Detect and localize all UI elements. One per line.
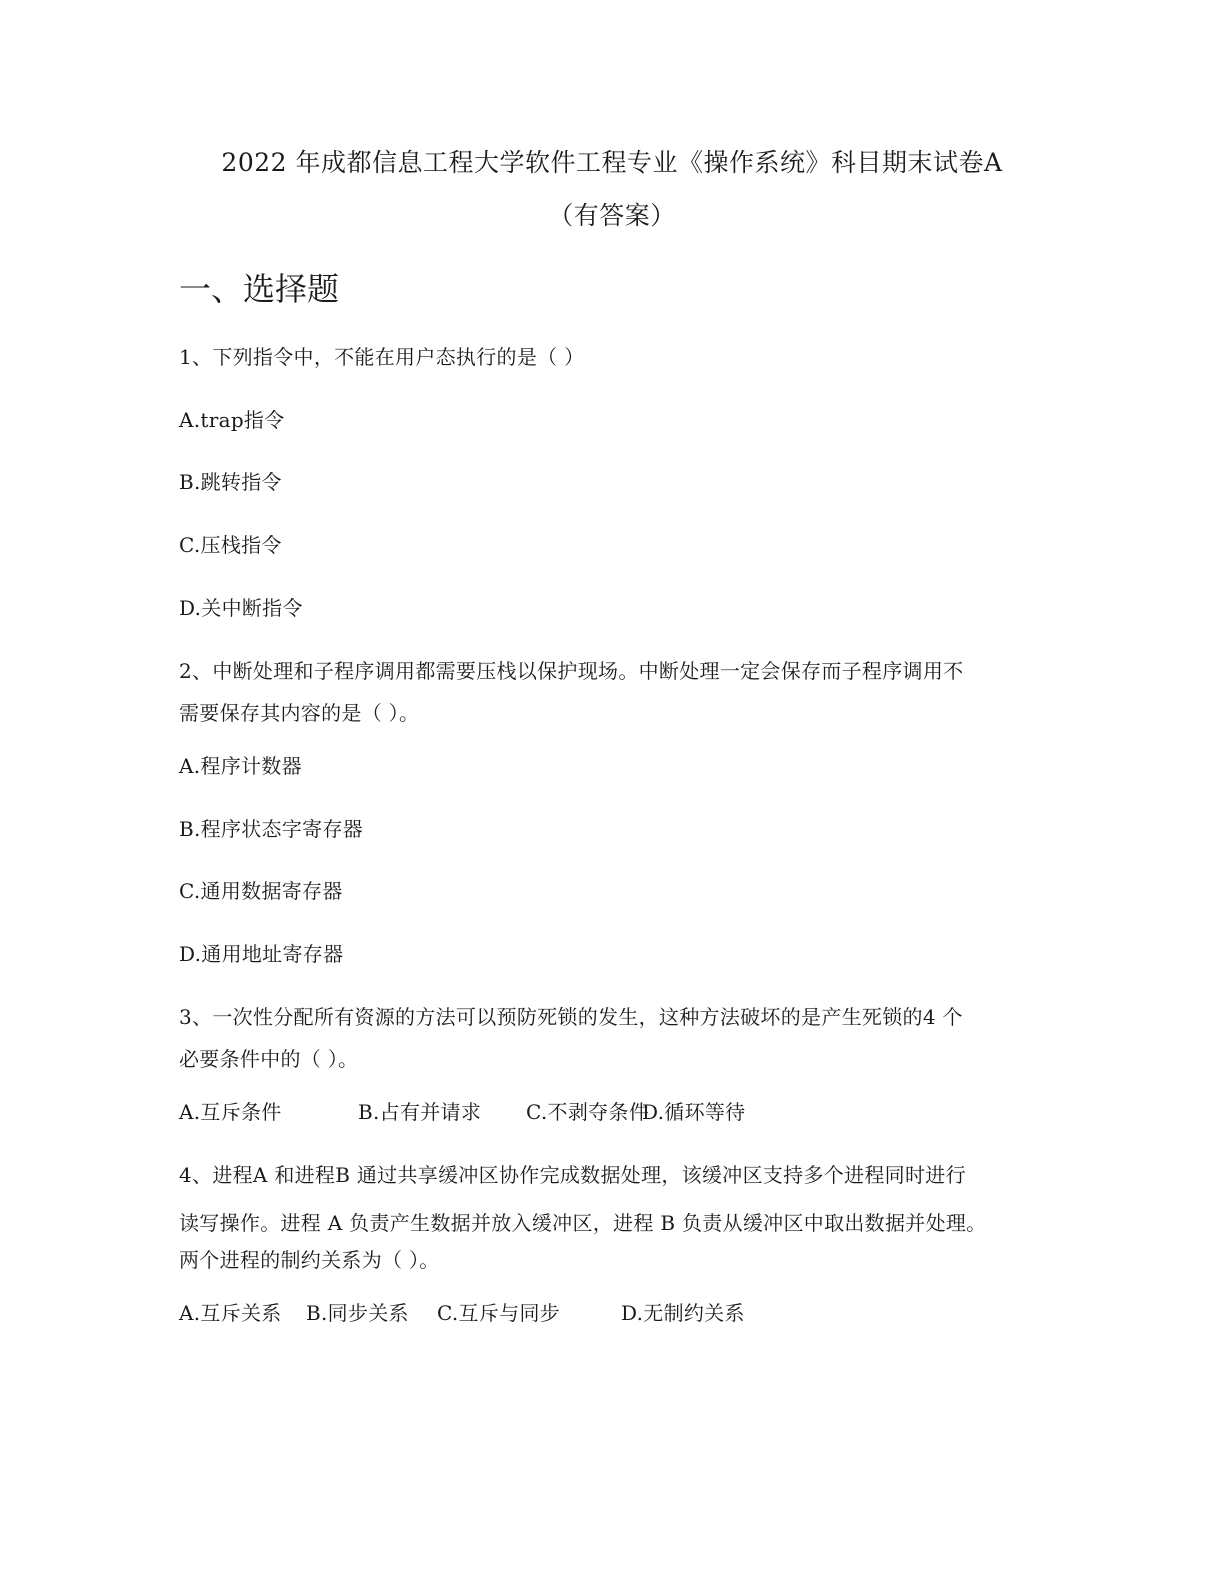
document-title-line-2: （有答案） [548,201,676,230]
question-2-option-c: C.通用数据寄存器 [179,879,343,903]
question-1-option-a: A.trap指令 [179,408,285,432]
question-3-stem-line-1: 3、一次性分配所有资源的方法可以预防死锁的发生，这种方法破坏的是产生死锁的4 个 [179,1005,963,1029]
question-3-option-b: B.占有并请求 [358,1100,482,1124]
question-4-option-c: C.互斥与同步 [437,1301,561,1325]
question-2-option-a: A.程序计数器 [179,754,302,778]
question-4-option-a: A.互斥关系 [179,1301,282,1325]
question-4-stem-line-1: 4、进程A 和进程B 通过共享缓冲区协作完成数据处理，该缓冲区支持多个进程同时进行 [179,1163,966,1187]
document-title-line-1: 2022 年成都信息工程大学软件工程专业《操作系统》科目期末试卷A [221,148,1003,177]
question-2-option-d: D.通用地址寄存器 [179,942,344,966]
section-heading: 一、选择题 [179,270,340,308]
question-1-option-c: C.压栈指令 [179,533,282,557]
question-4-stem-line-2: 读写操作。进程 A 负责产生数据并放入缓冲区，进程 B 负责从缓冲区中取出数据并处理。 [179,1211,987,1235]
question-3-option-c: C.不剥夺条件 [526,1100,650,1124]
question-1-option-b: B.跳转指令 [179,470,282,494]
question-4-option-b: B.同步关系 [306,1301,409,1325]
question-3-option-a: A.互斥条件 [179,1100,282,1124]
question-3-option-d: D.循环等待 [642,1100,746,1124]
question-1-stem: 1、下列指令中，不能在用户态执行的是（ ） [179,345,585,369]
question-4-option-d: D.无制约关系 [621,1301,745,1325]
question-2-option-b: B.程序状态字寄存器 [179,817,364,841]
question-1-option-d: D.关中断指令 [179,596,303,620]
question-2-stem-line-2: 需要保存其内容的是（ ）。 [179,701,420,725]
question-3-stem-line-2: 必要条件中的（ ）。 [179,1047,359,1071]
question-4-stem-line-3: 两个进程的制约关系为（ ）。 [179,1248,440,1272]
question-2-stem-line-1: 2、中断处理和子程序调用都需要压栈以保护现场。中断处理一定会保存而子程序调用不 [179,659,964,683]
